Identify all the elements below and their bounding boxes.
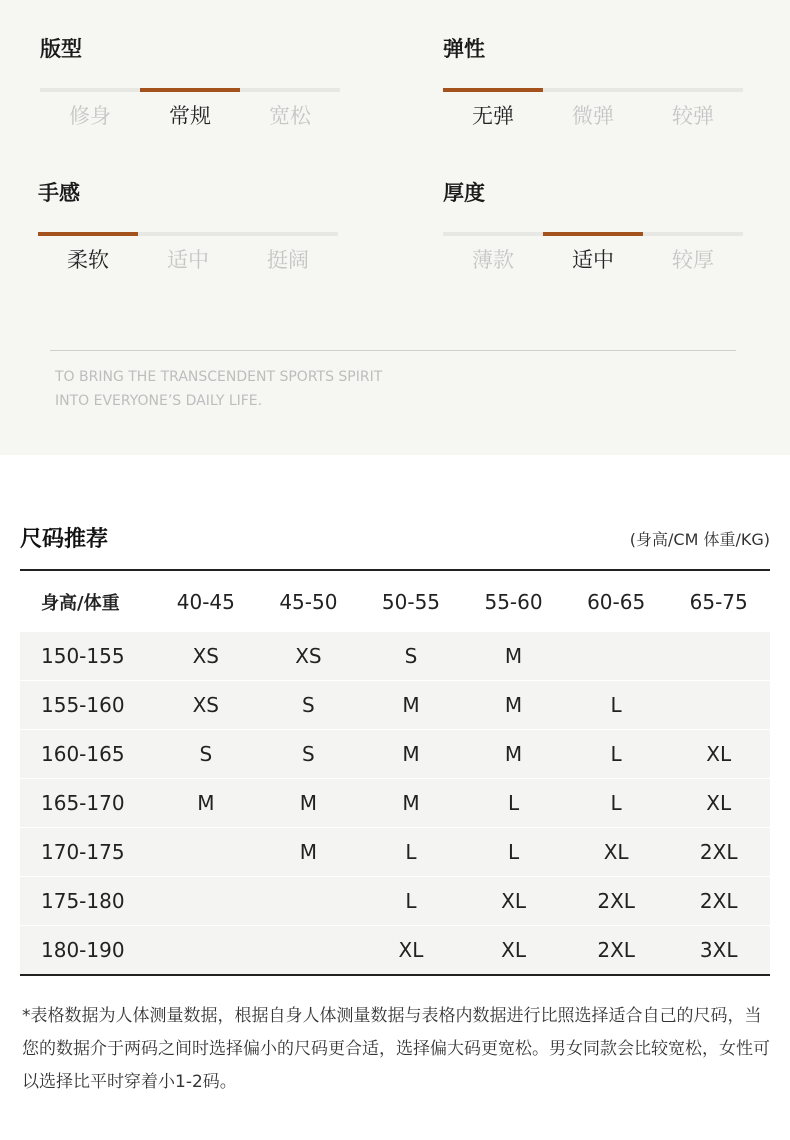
attribute-scale-track: [443, 232, 743, 236]
size-cell: L: [610, 742, 622, 766]
attribute-title: 版型: [40, 37, 82, 61]
table-row: [20, 925, 770, 974]
attribute-scale-indicator: [543, 232, 643, 236]
table-header-cell: 45-50: [279, 589, 338, 614]
slogan-line-1: TO BRING THE TRANSCENDENT SPORTS SPIRIT: [55, 369, 383, 385]
size-cell: L: [610, 693, 622, 717]
size-cell: L: [610, 791, 622, 815]
table-row: [20, 729, 770, 778]
height-range-cell: 160-165: [41, 742, 125, 766]
attribute-option: 宽松: [269, 104, 311, 128]
size-cell: L: [507, 840, 520, 864]
attribute-option: 微弹: [572, 104, 614, 128]
size-cell: XL: [706, 742, 732, 766]
divider-line: [50, 350, 736, 351]
size-cell: XL: [501, 889, 526, 913]
size-chart-title: 尺码推荐: [20, 527, 109, 552]
table-header-cell: 65-75: [689, 589, 748, 614]
size-cell: M: [197, 791, 215, 815]
size-cell: S: [404, 644, 418, 668]
size-cell: XS: [192, 693, 220, 717]
size-cell: [257, 926, 360, 974]
size-cell: L: [405, 889, 417, 913]
size-cell: 2XL: [699, 840, 738, 864]
table-header-row: [20, 571, 770, 632]
attribute-scale-indicator: [140, 88, 240, 92]
attribute-scale-track: [38, 232, 338, 236]
size-cell: M: [504, 644, 523, 668]
attribute-title: 弹性: [443, 37, 485, 61]
size-cell: 2XL: [597, 889, 635, 913]
attribute-option-selected: 柔软: [67, 248, 109, 272]
size-cell: 3XL: [699, 938, 738, 962]
table-row: [20, 827, 770, 876]
attribute-option: 较厚: [672, 248, 714, 272]
size-cell: [155, 926, 258, 974]
size-cell: [155, 828, 258, 876]
table-corner-label: 身高/体重: [41, 592, 120, 614]
size-chart-table: [20, 569, 770, 976]
table-row: [20, 680, 770, 729]
size-cell: XS: [192, 644, 220, 668]
size-cell: M: [504, 742, 523, 766]
product-attributes-panel: [0, 0, 790, 455]
attribute-title: 手感: [38, 181, 80, 205]
attribute-option: 较弹: [672, 104, 714, 128]
attribute-scale-track: [40, 88, 340, 92]
size-chart-unit-note: (身高/CM 体重/KG): [629, 530, 770, 549]
height-range-cell: 155-160: [41, 693, 125, 717]
size-cell: S: [302, 693, 315, 717]
attribute-title: 厚度: [443, 181, 485, 205]
size-cell: [155, 877, 258, 925]
attribute-option: 挺阔: [267, 248, 309, 272]
size-cell: 2XL: [597, 938, 635, 962]
size-cell: XS: [295, 644, 322, 668]
attribute-scale-indicator: [38, 232, 138, 236]
size-cell: XL: [501, 938, 526, 962]
height-range-cell: 150-155: [41, 644, 125, 668]
size-cell: M: [299, 840, 318, 864]
attribute-option: 适中: [167, 248, 209, 272]
table-header-cell: 55-60: [484, 589, 543, 614]
size-cell: L: [405, 840, 417, 864]
size-cell: XL: [706, 791, 732, 815]
attribute-option-selected: 适中: [572, 248, 614, 272]
size-cell: L: [507, 791, 520, 815]
size-cell: XL: [398, 938, 424, 962]
table-header-cell: 60-65: [587, 589, 646, 614]
table-row: [20, 778, 770, 827]
height-range-cell: 175-180: [41, 889, 125, 913]
table-row: [20, 876, 770, 925]
table-row: [20, 632, 770, 680]
size-cell: S: [199, 742, 213, 766]
height-range-cell: 170-175: [41, 840, 125, 864]
attribute-option: 薄款: [472, 248, 514, 272]
height-range-cell: 165-170: [41, 791, 125, 815]
size-cell: M: [402, 693, 420, 717]
attribute-scale-track: [443, 88, 743, 92]
table-header-cell: 50-55: [381, 589, 441, 614]
size-cell: [257, 877, 360, 925]
size-cell: [565, 632, 668, 680]
height-range-cell: 180-190: [41, 938, 125, 962]
table-header-cell: 40-45: [176, 589, 235, 614]
size-cell: M: [299, 791, 318, 815]
size-cell: 2XL: [699, 889, 738, 913]
attribute-option-selected: 常规: [169, 104, 211, 128]
size-cell: S: [302, 742, 315, 766]
size-cell: M: [504, 693, 523, 717]
size-cell: M: [402, 742, 420, 766]
attribute-option-selected: 无弹: [472, 104, 514, 128]
size-chart-note: *表格数据为人体测量数据，根据自身人体测量数据与表格内数据进行比照选择适合自己的尺码，当您的数据介于两码之间时选择偏小的尺码更合适，选择偏大码更宽松。男女同款会比较宽松，女性可以选择比平时穿着小1-2码。: [22, 1006, 770, 1092]
size-cell: XL: [603, 840, 629, 864]
size-cell: M: [402, 791, 420, 815]
size-cell: [667, 681, 770, 729]
attribute-scale-indicator: [443, 88, 543, 92]
size-cell: [667, 632, 770, 680]
slogan-line-2: INTO EVERYONE’S DAILY LIFE.: [55, 393, 263, 409]
attribute-option: 修身: [69, 104, 111, 128]
